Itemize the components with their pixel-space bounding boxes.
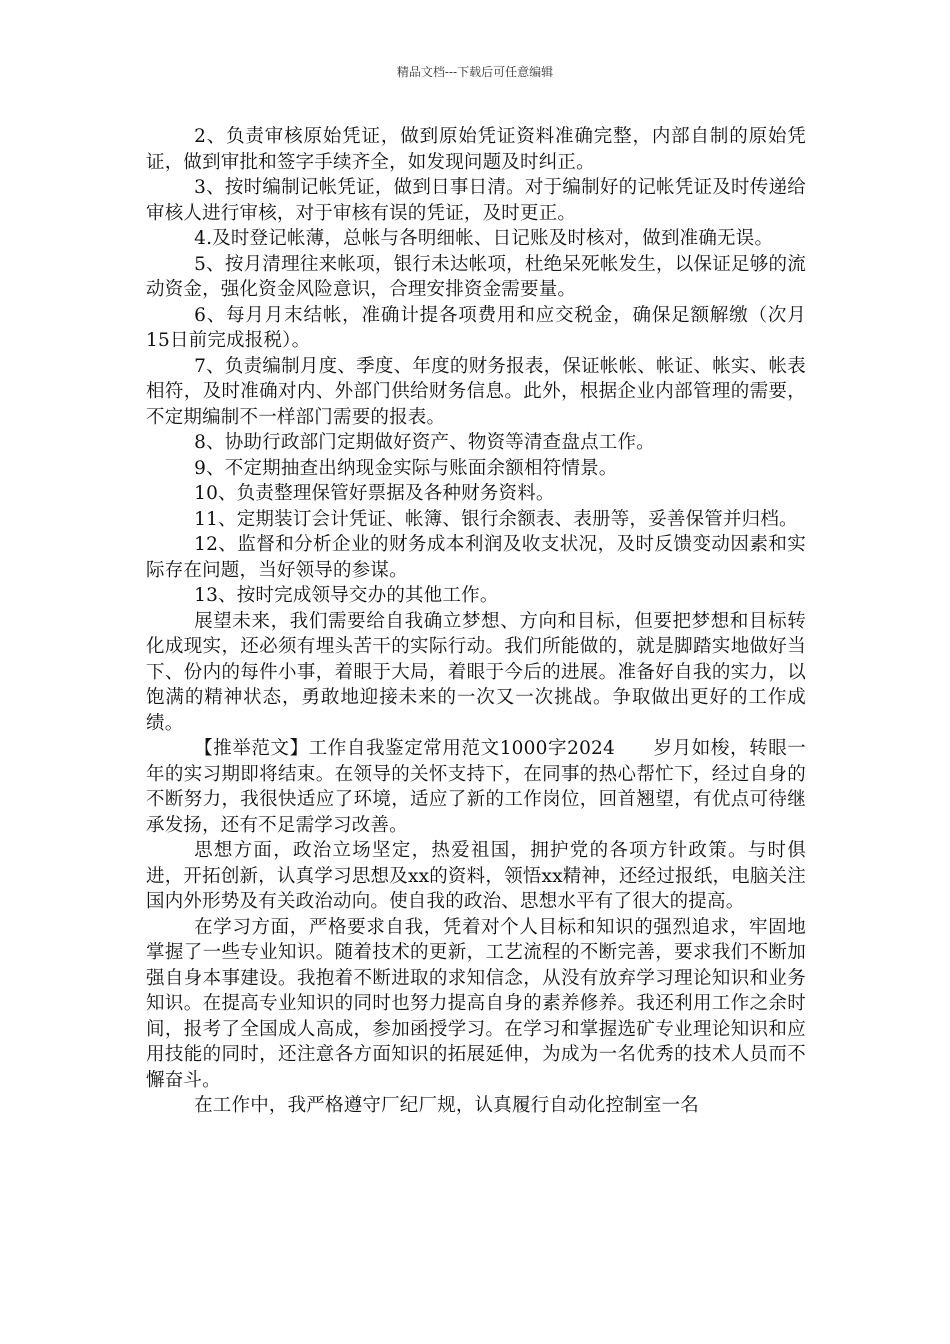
paragraph: 5、按月清理往来帐项，银行未达帐项，杜绝呆死帐发生，以保证足够的流动资金，强化资金风险意识，合理安排资金需要量。 xyxy=(146,253,806,300)
paragraph: 7、负责编制月度、季度、年度的财务报表，保证帐帐、帐证、帐实、帐表相符，及时准确对内、外部门供给财务信息。此外，根据企业内部管理的需要，不定期编制不一样部门需要的报表。 xyxy=(146,355,806,428)
paragraph: 6、每月月末结帐，准确计提各项费用和应交税金，确保足额解缴（次月15日前完成报税）。 xyxy=(146,304,806,351)
document-body xyxy=(146,124,806,1119)
paragraph: 展望未来，我们需要给自我确立梦想、方向和目标，但要把梦想和目标转化成现实，还必须有埋头苦干的实际行动。我们所能做的，就是脚踏实地做好当下、份内的每件小事，着眼于大局，着眼于今后的进展。准备好自我的实力，以饱满的精神状态，勇敢地迎接未来的一次又一次挑战。争取做出更好的工作成绩。 xyxy=(146,610,806,734)
paragraph: 3、按时编制记帐凭证，做到日事日清。对于编制好的记帐凭证及时传递给审核人进行审核，对于审核有误的凭证，及时更正。 xyxy=(146,177,806,224)
paragraph: 13、按时完成领导交办的其他工作。 xyxy=(194,585,499,606)
paragraph: 2、负责审核原始凭证，做到原始凭证资料准确完整，内部自制的原始凭证，做到审批和签字手续齐全，如发现问题及时纠正。 xyxy=(146,126,806,173)
paragraph: 8、协助行政部门定期做好资产、物资等清查盘点工作。 xyxy=(194,432,655,453)
paragraph: 12、监督和分析企业的财务成本利润及收支状况，及时反馈变动因素和实际存在问题，当好领导的参谋。 xyxy=(146,534,806,581)
paragraph: 在学习方面，严格要求自我，凭着对个人目标和知识的强烈追求，牢固地掌握了一些专业知识。随着技术的更新，工艺流程的不断完善，要求我们不断加强自身本事建设。我抱着不断进取的求知信念，从没有放弃学习理论知识和业务知识。在提高专业知识的同时也努力提高自身的素养修养。我还利用工作之余时间，报考了全国成人高成，参加函授学习。在学习和掌握选矿专业理论知识和应用技能的同时，还注意各方面知识的拓展延伸，为成为一名优秀的技术人员而不懈奋斗。 xyxy=(146,916,806,1091)
paragraph: 10、负责整理保管好票据及各种财务资料。 xyxy=(194,483,555,504)
paragraph: 4.及时登记帐薄，总帐与各明细帐、日记账及时核对，做到准确无误。 xyxy=(194,228,774,249)
paragraph: 【推举范文】工作自我鉴定常用范文1000字2024 岁月如梭，转眼一年的实习期即将结束。在领导的关怀支持下，在同事的热心帮忙下，经过自身的不断努力，我很快适应了环境，适应了新的工作岗位，回首翘望，有优点可待继承发扬，还有不足需学习改善。 xyxy=(146,738,806,836)
paragraph: 9、不定期抽查出纳现金实际与账面余额相符情景。 xyxy=(194,457,618,479)
paragraph: 思想方面，政治立场坚定，热爱祖国，拥护党的各项方针政策。与时俱进，开拓创新，认真学习思想及xx的资料，领悟xx精神，还经过报纸，电脑关注国内外形势及有关政治动向。使自我的政治、思想水平有了很大的提高。 xyxy=(146,840,806,912)
paragraph: 11、定期装订会计凭证、帐簿、银行余额表、表册等，妥善保管并归档。 xyxy=(194,508,798,530)
paragraph: 在工作中，我严格遵守厂纪厂规，认真履行自动化控制室一名 xyxy=(194,1095,699,1116)
page-header: 精品文档---下载后可任意编辑 xyxy=(396,65,554,79)
